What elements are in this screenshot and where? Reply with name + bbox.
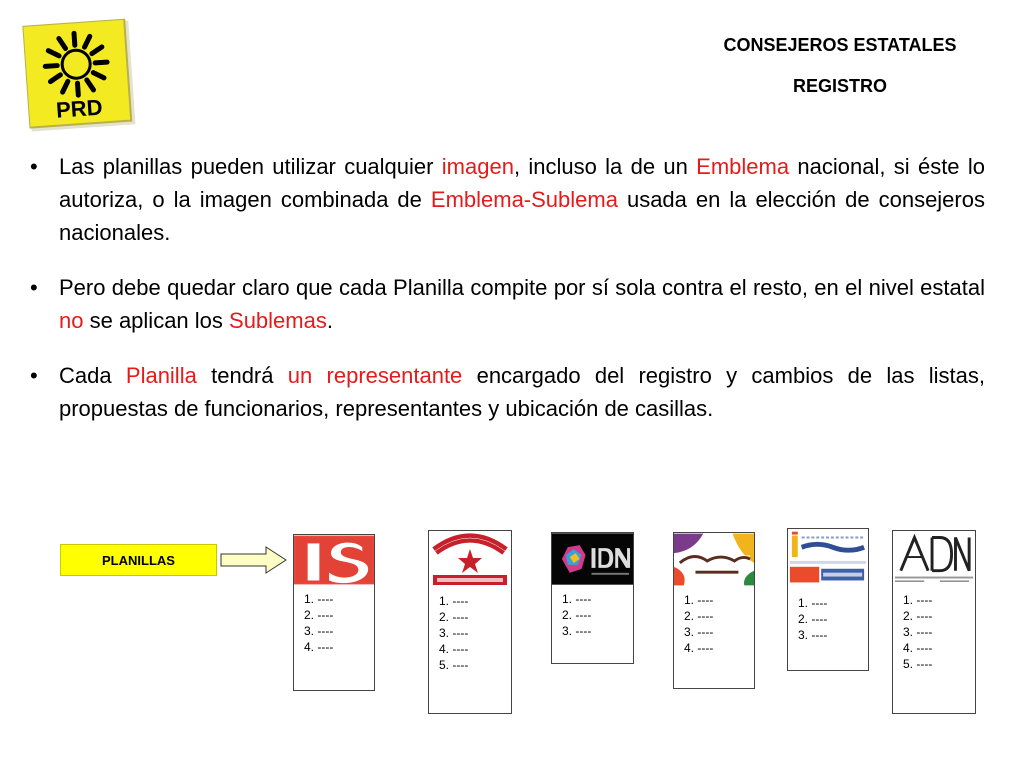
highlighted-text: un representante <box>287 363 463 388</box>
bullet-text: , incluso la de un <box>513 154 697 179</box>
candidate-list <box>552 585 633 639</box>
bullet-list <box>30 150 985 447</box>
bullet-text: nacional, si éste lo autoriza, o la imagen combinada de <box>59 154 985 212</box>
bullet-text: Cada <box>59 363 126 388</box>
candidate-slot: 4. ---- <box>684 641 714 655</box>
candidate-list <box>893 586 975 672</box>
planillas-label: PLANILLAS <box>60 544 217 576</box>
candidate-list <box>674 586 754 656</box>
refundando-logo <box>674 533 754 586</box>
candidate-slot: 5. ---- <box>903 657 933 671</box>
candidate-slot: 1. ---- <box>304 592 334 606</box>
planilla-card <box>787 528 869 671</box>
highlighted-text: Emblema <box>696 154 790 179</box>
candidate-list <box>294 585 374 655</box>
candidate-slot: 3. ---- <box>798 628 828 642</box>
highlighted-text: Sublemas <box>229 308 327 333</box>
sun-ray <box>45 66 57 67</box>
prd-logo <box>22 18 137 133</box>
candidate-slot: 2. ---- <box>562 608 592 622</box>
highlighted-text: Planilla <box>125 363 197 388</box>
candidate-slot: 1. ---- <box>798 596 828 610</box>
planilla-card <box>892 530 976 714</box>
candidate-slot: 4. ---- <box>903 641 933 655</box>
highlighted-text: no <box>59 308 84 333</box>
candidate-slot: 2. ---- <box>439 610 469 624</box>
page-subtitle: REGISTRO <box>792 76 887 96</box>
planilla-card <box>673 532 755 689</box>
candidate-slot: 2. ---- <box>304 608 334 622</box>
bullet-text: Las planillas pueden utilizar cualquier <box>59 154 442 179</box>
sun-ray <box>95 62 107 63</box>
svg-text:PRD: PRD <box>55 94 104 123</box>
bullet-item <box>30 150 985 249</box>
is-logo <box>294 535 374 585</box>
candidate-slot: 4. ---- <box>439 642 469 656</box>
candidate-slot: 2. ---- <box>903 609 933 623</box>
bullet-text: usada en la elección de consejeros nacionales. <box>59 187 985 245</box>
bullet-item <box>30 359 985 425</box>
candidate-list <box>429 587 511 673</box>
highlighted-text: imagen <box>441 154 514 179</box>
bullet-item <box>30 271 985 337</box>
bullet-text: tendrá <box>196 363 288 388</box>
planilla-card <box>293 534 375 691</box>
candidate-slot: 5. ---- <box>439 658 469 672</box>
candidate-slot: 2. ---- <box>798 612 828 626</box>
candidate-slot: 4. ---- <box>304 640 334 654</box>
candidate-slot: 3. ---- <box>439 626 469 640</box>
sun-ray <box>77 83 78 95</box>
bullet-text: se aplican los <box>83 308 230 333</box>
candidate-slot: 3. ---- <box>684 625 714 639</box>
candidate-slot: 3. ---- <box>304 624 334 638</box>
mnpp-logo <box>429 531 511 587</box>
bullet-text: Pero debe quedar claro que cada Planilla compite por sí sola contra el resto, en el nivel estatal <box>59 275 985 300</box>
adn-logo <box>893 531 975 586</box>
page-title: CONSEJEROS ESTATALES <box>723 35 957 55</box>
arrow-right-icon <box>220 546 288 574</box>
candidate-slot: 1. ---- <box>684 593 714 607</box>
candidate-slot: 3. ---- <box>903 625 933 639</box>
candidate-slot: 2. ---- <box>684 609 714 623</box>
sun-ray <box>74 33 75 45</box>
bullet-text: encargado del registro y cambios de las listas, propuestas de funcionarios, representantes y ubicación de casillas. <box>59 363 985 421</box>
highlighted-text: Emblema-Sublema <box>430 187 618 212</box>
candidate-slot: 3. ---- <box>562 624 592 638</box>
planilla-card <box>551 532 634 664</box>
candidate-slot: 1. ---- <box>562 592 592 606</box>
candidate-list <box>788 589 868 643</box>
nueva-izquierda-logo <box>788 529 868 589</box>
bullet-text: . <box>326 308 333 333</box>
candidate-slot: 1. ---- <box>903 593 933 607</box>
planilla-card <box>428 530 512 714</box>
candidate-slot: 1. ---- <box>439 594 469 608</box>
prd-sun-logo-icon <box>22 18 137 133</box>
idn-logo <box>552 533 633 585</box>
